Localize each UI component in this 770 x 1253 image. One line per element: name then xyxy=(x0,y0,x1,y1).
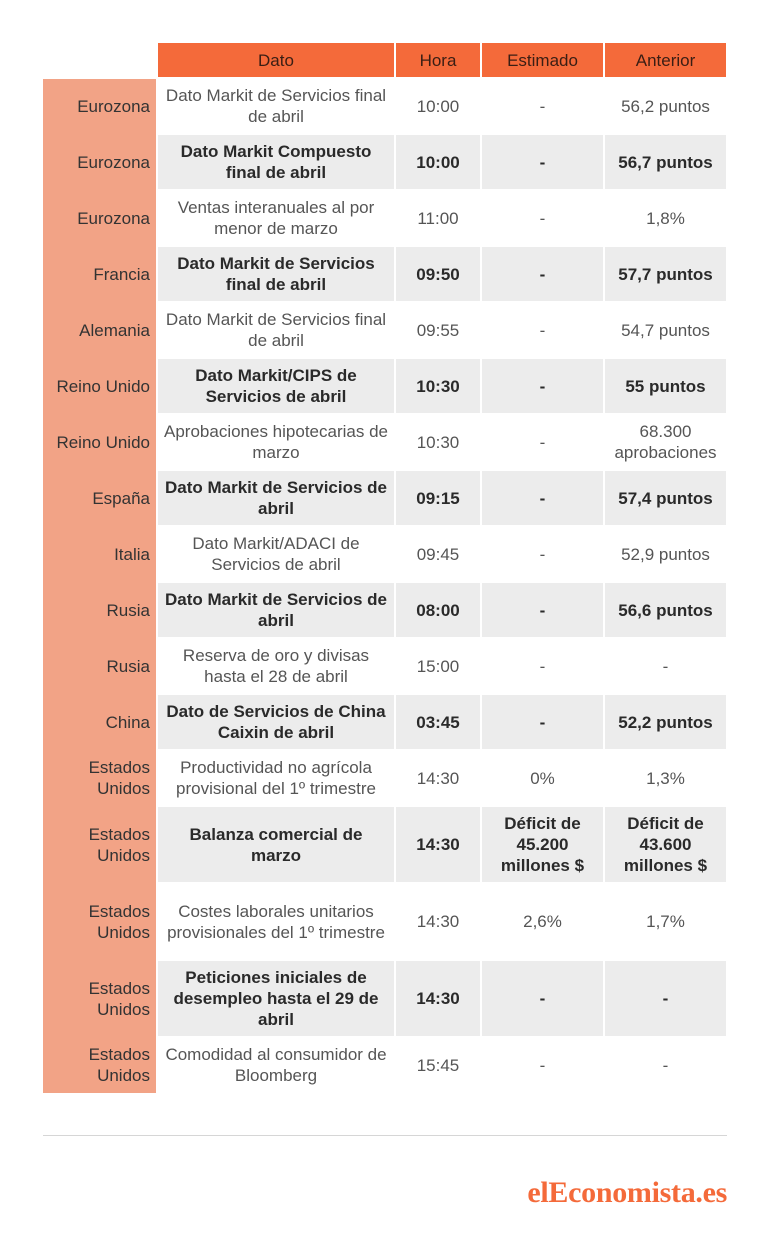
table-row xyxy=(43,806,727,883)
dato-cell: Comodidad al consumidor de Bloomberg xyxy=(157,1037,395,1093)
country-cell: Reino Unido xyxy=(43,358,157,414)
estimado-cell: - xyxy=(481,78,604,134)
table-row xyxy=(43,302,727,358)
country-cell: Italia xyxy=(43,526,157,582)
estimado-cell: - xyxy=(481,960,604,1037)
country-cell: Rusia xyxy=(43,638,157,694)
header-anterior: Anterior xyxy=(604,43,727,78)
table-row xyxy=(43,134,727,190)
table-row xyxy=(43,750,727,806)
dato-cell: Reserva de oro y divisas hasta el 28 de abril xyxy=(157,638,395,694)
anterior-cell: 1,3% xyxy=(604,750,727,806)
country-cell: Rusia xyxy=(43,582,157,638)
anterior-cell: 57,4 puntos xyxy=(604,470,727,526)
anterior-cell: 52,2 puntos xyxy=(604,694,727,750)
dato-cell: Dato Markit de Servicios final de abril xyxy=(157,246,395,302)
hora-cell: 14:30 xyxy=(395,883,481,960)
country-cell: Estados Unidos xyxy=(43,883,157,960)
country-cell: Eurozona xyxy=(43,78,157,134)
estimado-cell: - xyxy=(481,302,604,358)
country-cell: China xyxy=(43,694,157,750)
table-row xyxy=(43,582,727,638)
anterior-cell: 1,8% xyxy=(604,190,727,246)
anterior-cell: 54,7 puntos xyxy=(604,302,727,358)
table-row xyxy=(43,470,727,526)
hora-cell: 15:45 xyxy=(395,1037,481,1093)
hora-cell: 14:30 xyxy=(395,750,481,806)
estimado-cell: - xyxy=(481,1037,604,1093)
footer-divider xyxy=(43,1135,727,1136)
header-dato: Dato xyxy=(157,43,395,78)
country-cell: Reino Unido xyxy=(43,414,157,470)
country-cell: Estados Unidos xyxy=(43,750,157,806)
anterior-cell: 55 puntos xyxy=(604,358,727,414)
estimado-cell: - xyxy=(481,694,604,750)
estimado-cell: 0% xyxy=(481,750,604,806)
estimado-cell: - xyxy=(481,638,604,694)
dato-cell: Dato de Servicios de China Caixin de abril xyxy=(157,694,395,750)
dato-cell: Ventas interanuales al por menor de marzo xyxy=(157,190,395,246)
anterior-cell: 57,7 puntos xyxy=(604,246,727,302)
hora-cell: 10:00 xyxy=(395,78,481,134)
estimado-cell: - xyxy=(481,190,604,246)
table-row xyxy=(43,358,727,414)
estimado-cell: - xyxy=(481,582,604,638)
estimado-cell: - xyxy=(481,526,604,582)
dato-cell: Dato Markit Compuesto final de abril xyxy=(157,134,395,190)
country-cell: España xyxy=(43,470,157,526)
hora-cell: 10:30 xyxy=(395,414,481,470)
table-row xyxy=(43,414,727,470)
dato-cell: Balanza comercial de marzo xyxy=(157,806,395,883)
hora-cell: 09:45 xyxy=(395,526,481,582)
anterior-cell: 52,9 puntos xyxy=(604,526,727,582)
header-row xyxy=(43,43,727,78)
table-row xyxy=(43,960,727,1037)
table-row xyxy=(43,883,727,960)
calendar-table xyxy=(43,43,728,1094)
anterior-cell: 56,7 puntos xyxy=(604,134,727,190)
anterior-cell: 68.300 aprobaciones xyxy=(604,414,727,470)
hora-cell: 14:30 xyxy=(395,806,481,883)
estimado-cell: - xyxy=(481,414,604,470)
country-cell: Estados Unidos xyxy=(43,960,157,1037)
table-row xyxy=(43,638,727,694)
estimado-cell: - xyxy=(481,358,604,414)
anterior-cell: - xyxy=(604,638,727,694)
dato-cell: Dato Markit de Servicios de abril xyxy=(157,470,395,526)
anterior-cell: - xyxy=(604,960,727,1037)
hora-cell: 08:00 xyxy=(395,582,481,638)
estimado-cell: - xyxy=(481,470,604,526)
dato-cell: Aprobaciones hipotecarias de marzo xyxy=(157,414,395,470)
dato-cell: Dato Markit/CIPS de Servicios de abril xyxy=(157,358,395,414)
hora-cell: 10:30 xyxy=(395,358,481,414)
anterior-cell: Déficit de 43.600 millones $ xyxy=(604,806,727,883)
eleconomista-logo[interactable]: elEconomista.es xyxy=(527,1176,727,1209)
dato-cell: Dato Markit de Servicios de abril xyxy=(157,582,395,638)
anterior-cell: 1,7% xyxy=(604,883,727,960)
header-blank xyxy=(43,43,157,78)
hora-cell: 14:30 xyxy=(395,960,481,1037)
header-estimado: Estimado xyxy=(481,43,604,78)
hora-cell: 11:00 xyxy=(395,190,481,246)
table-row xyxy=(43,1037,727,1093)
country-cell: Estados Unidos xyxy=(43,806,157,883)
country-cell: Eurozona xyxy=(43,134,157,190)
estimado-cell: - xyxy=(481,134,604,190)
country-cell: Estados Unidos xyxy=(43,1037,157,1093)
dato-cell: Dato Markit de Servicios final de abril xyxy=(157,78,395,134)
estimado-cell: 2,6% xyxy=(481,883,604,960)
table-row xyxy=(43,694,727,750)
estimado-cell: - xyxy=(481,246,604,302)
table-row xyxy=(43,246,727,302)
estimado-cell: Déficit de 45.200 millones $ xyxy=(481,806,604,883)
table-row xyxy=(43,78,727,134)
dato-cell: Peticiones iniciales de desempleo hasta el 29 de abril xyxy=(157,960,395,1037)
table-row xyxy=(43,526,727,582)
hora-cell: 09:50 xyxy=(395,246,481,302)
anterior-cell: - xyxy=(604,1037,727,1093)
hora-cell: 10:00 xyxy=(395,134,481,190)
hora-cell: 15:00 xyxy=(395,638,481,694)
country-cell: Francia xyxy=(43,246,157,302)
dato-cell: Productividad no agrícola provisional del 1º trimestre xyxy=(157,750,395,806)
country-cell: Eurozona xyxy=(43,190,157,246)
hora-cell: 09:55 xyxy=(395,302,481,358)
anterior-cell: 56,6 puntos xyxy=(604,582,727,638)
hora-cell: 09:15 xyxy=(395,470,481,526)
header-hora: Hora xyxy=(395,43,481,78)
dato-cell: Costes laborales unitarios provisionales del 1º trimestre xyxy=(157,883,395,960)
table-row xyxy=(43,190,727,246)
country-cell: Alemania xyxy=(43,302,157,358)
anterior-cell: 56,2 puntos xyxy=(604,78,727,134)
hora-cell: 03:45 xyxy=(395,694,481,750)
dato-cell: Dato Markit/ADACI de Servicios de abril xyxy=(157,526,395,582)
dato-cell: Dato Markit de Servicios final de abril xyxy=(157,302,395,358)
